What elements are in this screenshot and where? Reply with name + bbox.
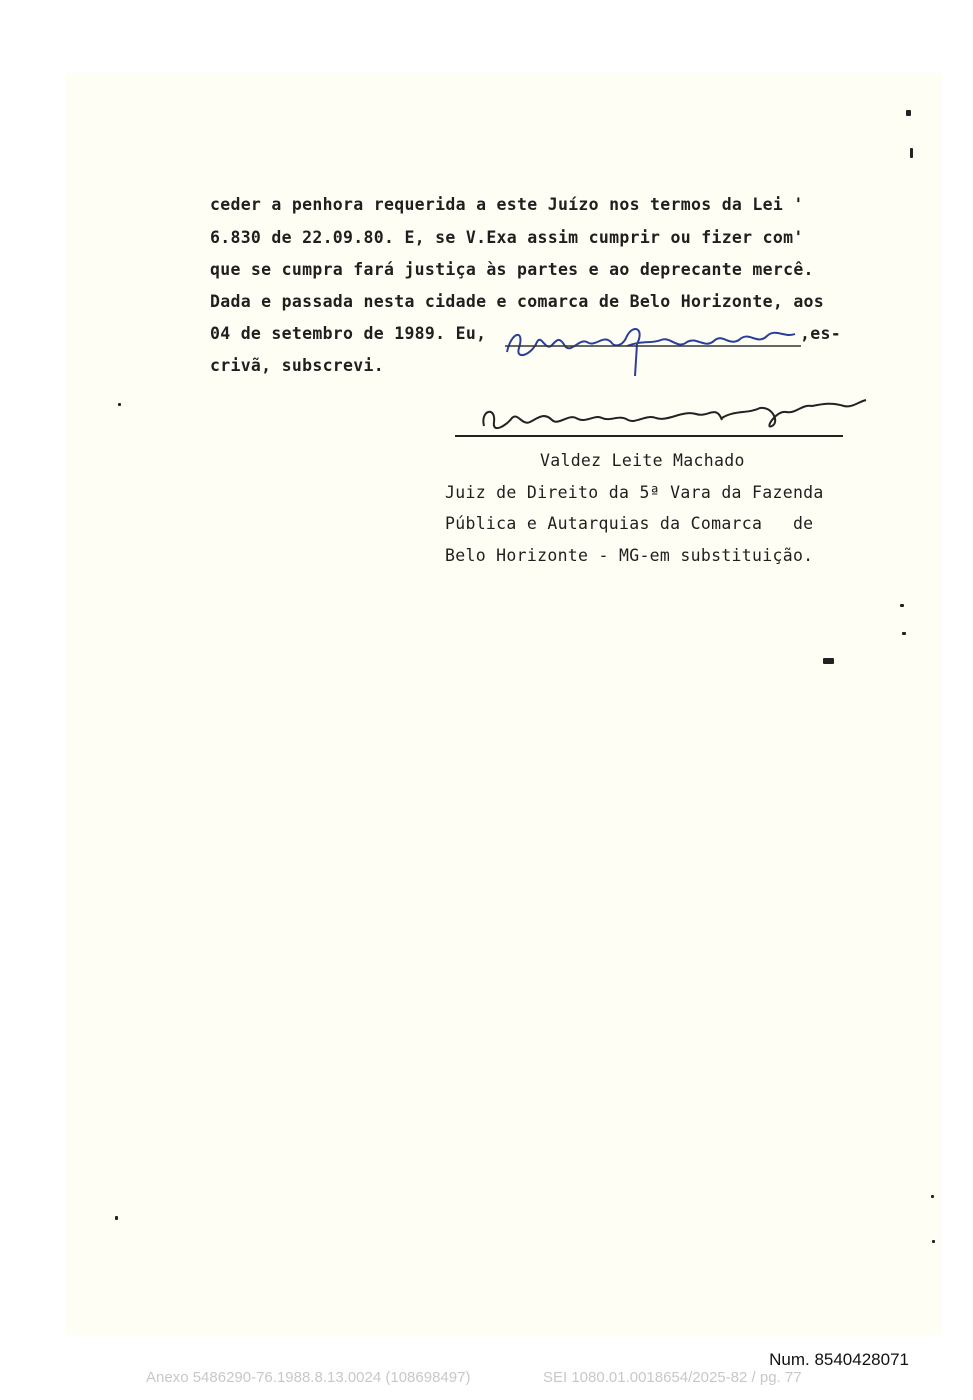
body-line-4: Dada e passada nesta cidade e comarca de Belo Horizonte, aos: [210, 292, 825, 311]
clerk-signature: [495, 306, 815, 390]
body-line-5: 04 de setembro de 1989. Eu,: [210, 324, 487, 343]
scan-speck: [902, 632, 906, 635]
scan-speck: [115, 1216, 118, 1220]
document-number: Num. 8540428071: [769, 1350, 909, 1369]
signatory-title-line-1: Juiz de Direito da 5ª Vara da Fazenda: [445, 483, 824, 502]
body-line-5-tail: ,es-: [800, 324, 841, 343]
signatory-title-line-2: Pública e Autarquias da Comarca de: [445, 514, 814, 533]
body-line-3: que se cumpra fará justiça às partes e ao deprecante mercê.: [210, 260, 814, 279]
scan-speck: [906, 110, 911, 116]
signatory-title-line-3: Belo Horizonte - MG-em substituição.: [445, 546, 814, 565]
scan-speck: [932, 1240, 935, 1243]
body-line-6: crivã, subscrevi.: [210, 356, 384, 375]
annex-reference: Anexo 5486290-76.1988.8.13.0024 (108698497): [146, 1369, 471, 1386]
scan-speck: [900, 604, 904, 607]
scan-speck: [910, 148, 913, 158]
scan-speck: [931, 1195, 934, 1198]
body-line-1: ceder a penhora requerida a este Juízo nos termos da Lei ': [210, 195, 804, 214]
body-line-2: 6.830 de 22.09.80. E, se V.Exa assim cumprir ou fizer com': [210, 228, 804, 247]
sei-reference: SEI 1080.01.0018654/2025-82 / pg. 77: [543, 1369, 802, 1386]
scan-speck: [118, 403, 121, 406]
signatory-name: Valdez Leite Machado: [540, 451, 745, 470]
scan-speck: [823, 658, 834, 664]
judge-signature-line: [455, 435, 843, 437]
